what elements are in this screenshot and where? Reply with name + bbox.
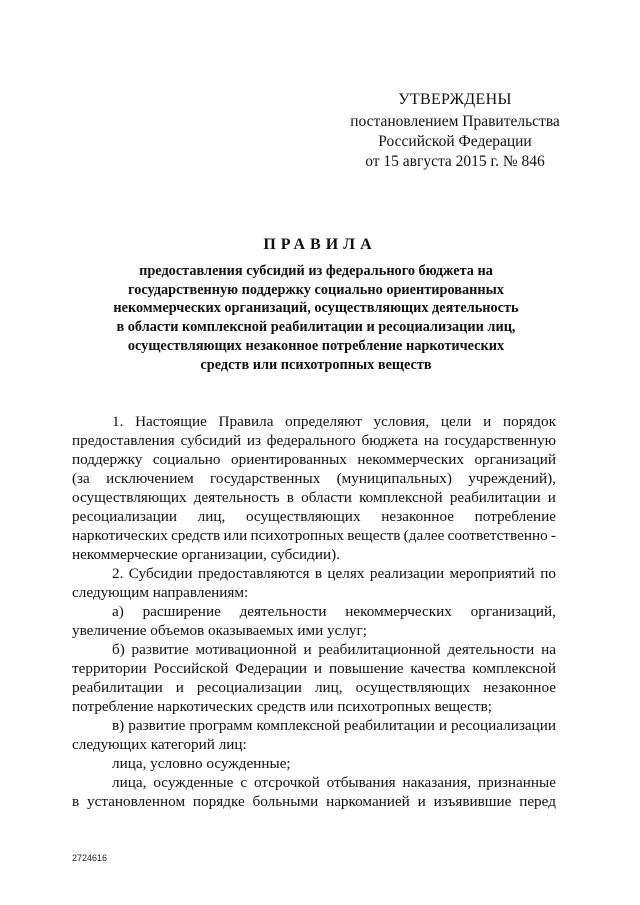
subtitle-line: предоставления субсидий из федерального бюджета на <box>139 263 493 279</box>
document-code: 2724616 <box>72 853 108 863</box>
text-line: поддержку социально ориентированных некоммерческих организаций <box>72 451 556 468</box>
text-line: в) развитие программ комплексной реабилитации и ресоциализации <box>112 717 556 734</box>
document-subtitle <box>96 262 536 374</box>
text-line: (за исключением государственных (муниципальных) учреждений), <box>72 470 556 487</box>
text-line: реабилитации и ресоциализации лиц, осуществляющих незаконное <box>72 679 556 696</box>
text-line: потребление наркотических средств или психотропных веществ; <box>72 698 493 715</box>
text-line: лица, осужденные с отсрочкой отбывания наказания, признанные <box>112 774 556 791</box>
text-line: следующих категорий лиц: <box>72 736 247 753</box>
text-line: б) развитие мотивационной и реабилитационной деятельности на <box>112 641 556 658</box>
approval-line: постановлением Правительства <box>350 113 560 130</box>
approval-heading: УТВЕРЖДЕНЫ <box>398 91 512 108</box>
text-line: некоммерческие организации, субсидии). <box>72 546 340 563</box>
paragraph-p2a <box>72 602 556 640</box>
text-line: наркотических средств или психотропных веществ (далее соответственно - <box>72 527 556 544</box>
approval-line: от 15 августа 2015 г. № 846 <box>365 153 545 170</box>
paragraph-p2c1 <box>72 754 556 773</box>
paragraph-p2c <box>72 716 556 754</box>
text-line: а) расширение деятельности некоммерческих организаций, <box>112 603 556 620</box>
paragraph-p2b <box>72 640 556 716</box>
text-line: ресоциализации лиц, осуществляющих незаконное потребление <box>72 508 556 525</box>
text-line: в установленном порядке больными наркоманией и изъявившие перед <box>72 793 556 810</box>
approval-line: Российской Федерации <box>378 133 532 150</box>
text-line: 2. Субсидии предоставляются в целях реализации мероприятий по <box>112 565 556 582</box>
subtitle-line: государственную поддержку социально ориентированных <box>128 281 504 298</box>
subtitle-line: некоммерческих организаций, осуществляющих деятельность <box>113 300 519 317</box>
document-body <box>72 412 556 811</box>
subtitle-line: осуществляющих незаконное потребление наркотических <box>127 337 505 354</box>
subtitle-line: средств или психотропных веществ <box>200 356 432 373</box>
paragraph-p2c2 <box>72 773 556 811</box>
text-line: осуществляющих деятельность в области комплексной реабилитации и <box>72 489 556 506</box>
text-line: территории Российской Федерации и повышение качества комплексной <box>72 660 556 677</box>
text-line: лица, условно осужденные; <box>112 755 291 772</box>
paragraph-p2 <box>72 564 556 602</box>
approval-block <box>330 90 580 172</box>
paragraph-p1 <box>72 412 556 564</box>
text-line: 1. Настоящие Правила определяют условия, цели и порядок <box>112 413 556 430</box>
subtitle-line: в области комплексной реабилитации и ресоциализации лиц, <box>116 319 516 336</box>
text-line: следующим направлениям: <box>72 584 249 601</box>
document-title: ПРАВИЛА <box>263 236 377 253</box>
text-line: увеличение объемов оказываемых ими услуг; <box>72 622 367 639</box>
text-line: предоставления субсидий из федерального бюджета на государственную <box>72 432 556 449</box>
